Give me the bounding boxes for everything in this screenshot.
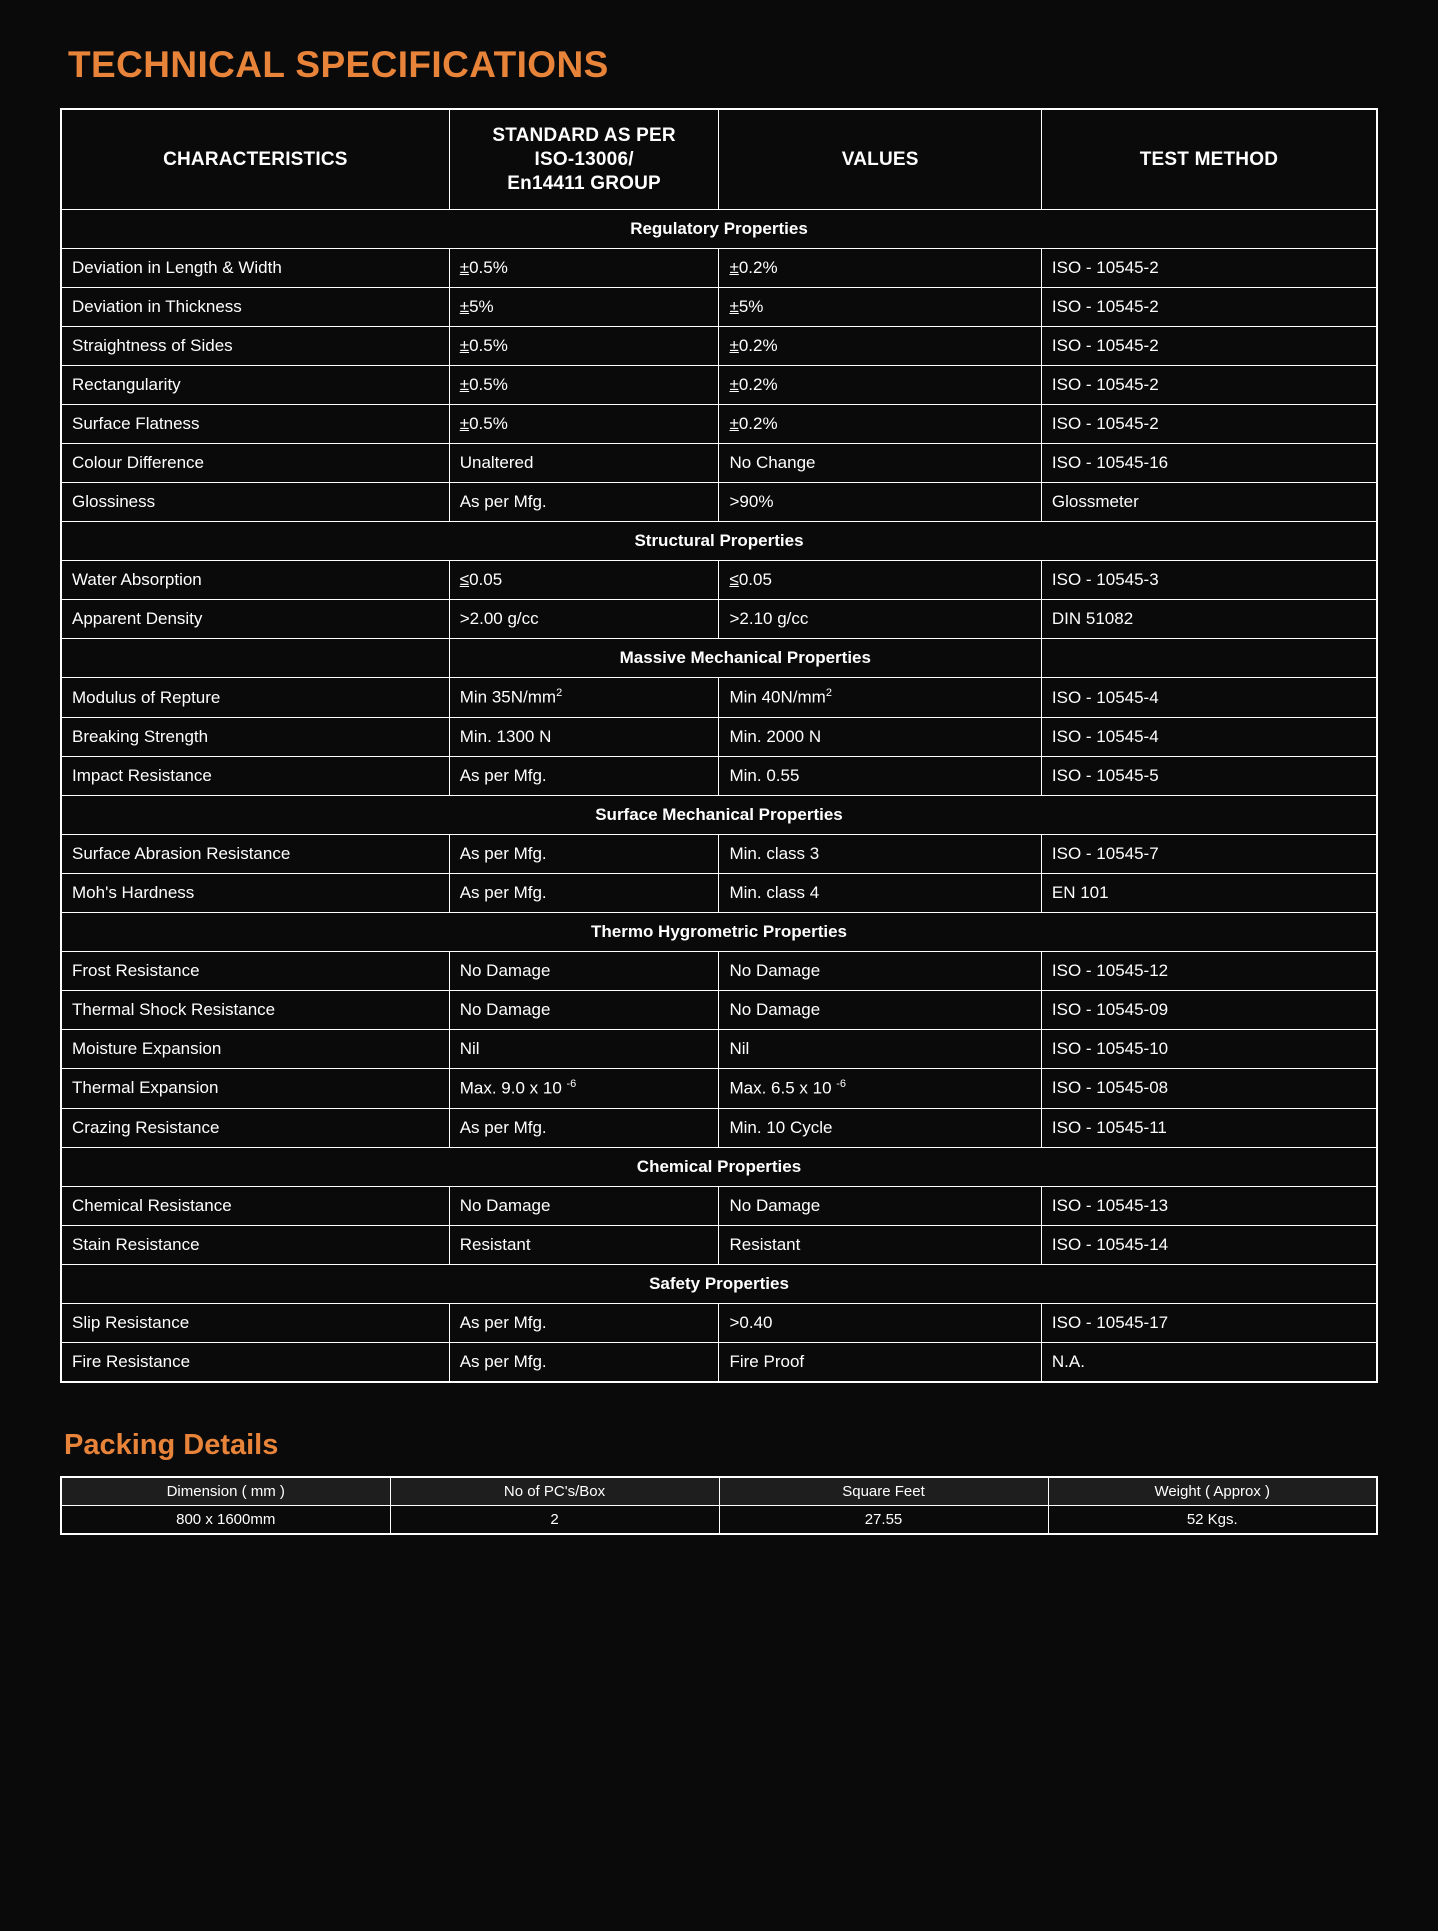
cell-characteristic: Deviation in Thickness xyxy=(61,288,449,327)
cell-standard: ±5% xyxy=(449,288,719,327)
cell-test-method: ISO - 10545-16 xyxy=(1041,444,1377,483)
table-row xyxy=(61,1303,1377,1342)
cell-value: ±0.2% xyxy=(719,249,1041,288)
standard-header-line-2: ISO-13006/ xyxy=(534,148,634,170)
section-title: Massive Mechanical Properties xyxy=(449,639,1041,678)
table-header-row xyxy=(61,109,1377,210)
column-header-test-method: TEST METHOD xyxy=(1041,109,1377,210)
packing-cell: 2 xyxy=(390,1505,719,1534)
section-title: Surface Mechanical Properties xyxy=(61,795,1377,834)
cell-value: ±0.2% xyxy=(719,405,1041,444)
cell-standard: As per Mfg. xyxy=(449,1303,719,1342)
cell-characteristic: Modulus of Repture xyxy=(61,678,449,718)
cell-standard: Min. 1300 N xyxy=(449,717,719,756)
table-row xyxy=(61,1068,1377,1108)
table-row xyxy=(61,405,1377,444)
section-blank-cell xyxy=(61,639,449,678)
cell-standard: As per Mfg. xyxy=(449,483,719,522)
table-row xyxy=(61,834,1377,873)
cell-value: Resistant xyxy=(719,1225,1041,1264)
cell-value: ±5% xyxy=(719,288,1041,327)
cell-test-method: DIN 51082 xyxy=(1041,600,1377,639)
cell-value: No Damage xyxy=(719,990,1041,1029)
cell-standard: ±0.5% xyxy=(449,366,719,405)
table-row xyxy=(61,1225,1377,1264)
cell-test-method: EN 101 xyxy=(1041,873,1377,912)
cell-value: No Damage xyxy=(719,1186,1041,1225)
table-row xyxy=(61,600,1377,639)
cell-standard: No Damage xyxy=(449,951,719,990)
section-header-row xyxy=(61,1264,1377,1303)
section-title: Safety Properties xyxy=(61,1264,1377,1303)
column-header-characteristics: CHARACTERISTICS xyxy=(61,109,449,210)
cell-characteristic: Frost Resistance xyxy=(61,951,449,990)
cell-value: >90% xyxy=(719,483,1041,522)
cell-standard: ±0.5% xyxy=(449,327,719,366)
cell-characteristic: Fire Resistance xyxy=(61,1342,449,1382)
cell-test-method: ISO - 10545-4 xyxy=(1041,678,1377,718)
cell-standard: Nil xyxy=(449,1029,719,1068)
cell-characteristic: Glossiness xyxy=(61,483,449,522)
table-row xyxy=(61,678,1377,718)
table-body xyxy=(61,210,1377,1382)
table-row xyxy=(61,951,1377,990)
cell-standard: As per Mfg. xyxy=(449,873,719,912)
cell-test-method: ISO - 10545-2 xyxy=(1041,366,1377,405)
cell-test-method: N.A. xyxy=(1041,1342,1377,1382)
cell-characteristic: Thermal Shock Resistance xyxy=(61,990,449,1029)
cell-characteristic: Water Absorption xyxy=(61,561,449,600)
cell-characteristic: Thermal Expansion xyxy=(61,1068,449,1108)
cell-test-method: ISO - 10545-2 xyxy=(1041,405,1377,444)
section-header-row xyxy=(61,639,1377,678)
table-row xyxy=(61,1186,1377,1225)
cell-standard: Min $35N/mm^2$ xyxy=(449,678,719,718)
cell-standard: Unaltered xyxy=(449,444,719,483)
cell-test-method: ISO - 10545-2 xyxy=(1041,249,1377,288)
packing-header-row xyxy=(61,1477,1377,1506)
section-header-row xyxy=(61,795,1377,834)
cell-characteristic: Stain Resistance xyxy=(61,1225,449,1264)
packing-table-body xyxy=(61,1505,1377,1534)
cell-characteristic: Apparent Density xyxy=(61,600,449,639)
cell-value: Max. 6.5 x 10 $^{-6}$ xyxy=(719,1068,1041,1108)
section-header-row xyxy=(61,210,1377,249)
column-header-standard xyxy=(449,109,719,210)
cell-test-method: ISO - 10545-4 xyxy=(1041,717,1377,756)
cell-characteristic: Straightness of Sides xyxy=(61,327,449,366)
cell-test-method: ISO - 10545-17 xyxy=(1041,1303,1377,1342)
cell-value: Min. class 3 xyxy=(719,834,1041,873)
cell-value: Min. 2000 N xyxy=(719,717,1041,756)
table-row xyxy=(61,873,1377,912)
packing-table-row xyxy=(61,1505,1377,1534)
cell-standard: As per Mfg. xyxy=(449,1342,719,1382)
cell-value: Fire Proof xyxy=(719,1342,1041,1382)
cell-value: ≤0.05 xyxy=(719,561,1041,600)
column-header-values: VALUES xyxy=(719,109,1041,210)
cell-value: No Damage xyxy=(719,951,1041,990)
section-header-row xyxy=(61,1147,1377,1186)
packing-column-header-weight: Weight ( Approx ) xyxy=(1048,1477,1377,1506)
cell-test-method: ISO - 10545-14 xyxy=(1041,1225,1377,1264)
cell-value: >0.40 xyxy=(719,1303,1041,1342)
packing-column-header-dimension: Dimension ( mm ) xyxy=(61,1477,390,1506)
cell-test-method: ISO - 10545-2 xyxy=(1041,288,1377,327)
cell-test-method: ISO - 10545-7 xyxy=(1041,834,1377,873)
cell-value: Min. class 4 xyxy=(719,873,1041,912)
standard-header-line-1: STANDARD AS PER xyxy=(492,125,676,146)
cell-test-method: Glossmeter xyxy=(1041,483,1377,522)
cell-characteristic: Breaking Strength xyxy=(61,717,449,756)
packing-details-title: Packing Details xyxy=(64,1428,279,1461)
table-row xyxy=(61,444,1377,483)
packing-cell: 52 Kgs. xyxy=(1048,1505,1377,1534)
table-row xyxy=(61,249,1377,288)
cell-test-method: ISO - 10545-13 xyxy=(1041,1186,1377,1225)
packing-column-header-square-feet: Square Feet xyxy=(719,1477,1048,1506)
packing-table-header xyxy=(61,1477,1377,1506)
cell-characteristic: Surface Abrasion Resistance xyxy=(61,834,449,873)
cell-value: No Change xyxy=(719,444,1041,483)
section-blank-cell xyxy=(1041,639,1377,678)
cell-test-method: ISO - 10545-5 xyxy=(1041,756,1377,795)
table-row xyxy=(61,990,1377,1029)
section-title: Regulatory Properties xyxy=(61,210,1377,249)
table-row xyxy=(61,1342,1377,1382)
cell-value: ±0.2% xyxy=(719,327,1041,366)
cell-test-method: ISO - 10545-11 xyxy=(1041,1108,1377,1147)
section-title: Chemical Properties xyxy=(61,1147,1377,1186)
cell-characteristic: Surface Flatness xyxy=(61,405,449,444)
cell-standard: No Damage xyxy=(449,990,719,1029)
table-row xyxy=(61,366,1377,405)
cell-standard: ±0.5% xyxy=(449,405,719,444)
table-row xyxy=(61,717,1377,756)
cell-standard: >2.00 g/cc xyxy=(449,600,719,639)
cell-characteristic: Impact Resistance xyxy=(61,756,449,795)
cell-standard: Resistant xyxy=(449,1225,719,1264)
table-row xyxy=(61,288,1377,327)
table-row xyxy=(61,327,1377,366)
cell-value: Nil xyxy=(719,1029,1041,1068)
cell-test-method: ISO - 10545-3 xyxy=(1041,561,1377,600)
cell-characteristic: Moisture Expansion xyxy=(61,1029,449,1068)
cell-standard: ≤0.05 xyxy=(449,561,719,600)
cell-characteristic: Moh's Hardness xyxy=(61,873,449,912)
cell-standard: As per Mfg. xyxy=(449,834,719,873)
table-row xyxy=(61,561,1377,600)
cell-standard: No Damage xyxy=(449,1186,719,1225)
page-title: TECHNICAL SPECIFICATIONS xyxy=(68,44,609,85)
cell-value: Min. 0.55 xyxy=(719,756,1041,795)
cell-test-method: ISO - 10545-10 xyxy=(1041,1029,1377,1068)
cell-test-method: ISO - 10545-12 xyxy=(1041,951,1377,990)
packing-details-table xyxy=(60,1476,1378,1535)
table-header xyxy=(61,109,1377,210)
cell-value: Min. 10 Cycle xyxy=(719,1108,1041,1147)
packing-cell: 27.55 xyxy=(719,1505,1048,1534)
cell-standard: Max. 9.0 x 10 $^{-6}$ xyxy=(449,1068,719,1108)
cell-standard: As per Mfg. xyxy=(449,1108,719,1147)
cell-test-method: ISO - 10545-09 xyxy=(1041,990,1377,1029)
packing-column-header-pcs: No of PC's/Box xyxy=(390,1477,719,1506)
cell-standard: As per Mfg. xyxy=(449,756,719,795)
section-title: Thermo Hygrometric Properties xyxy=(61,912,1377,951)
section-header-row xyxy=(61,912,1377,951)
cell-characteristic: Slip Resistance xyxy=(61,1303,449,1342)
table-row xyxy=(61,756,1377,795)
cell-characteristic: Chemical Resistance xyxy=(61,1186,449,1225)
cell-value: ±0.2% xyxy=(719,366,1041,405)
table-row xyxy=(61,1108,1377,1147)
cell-test-method: ISO - 10545-2 xyxy=(1041,327,1377,366)
cell-characteristic: Colour Difference xyxy=(61,444,449,483)
cell-characteristic: Crazing Resistance xyxy=(61,1108,449,1147)
packing-cell: 800 x 1600mm xyxy=(61,1505,390,1534)
cell-characteristic: Deviation in Length & Width xyxy=(61,249,449,288)
section-title: Structural Properties xyxy=(61,522,1377,561)
cell-value: Min $40N/mm^2$ xyxy=(719,678,1041,718)
cell-value: >2.10 g/cc xyxy=(719,600,1041,639)
cell-test-method: ISO - 10545-08 xyxy=(1041,1068,1377,1108)
cell-standard: ±0.5% xyxy=(449,249,719,288)
section-header-row xyxy=(61,522,1377,561)
technical-specifications-table xyxy=(60,108,1378,1383)
table-row xyxy=(61,483,1377,522)
cell-characteristic: Rectangularity xyxy=(61,366,449,405)
table-row xyxy=(61,1029,1377,1068)
standard-header-line-3: En14411 GROUP xyxy=(507,172,661,194)
